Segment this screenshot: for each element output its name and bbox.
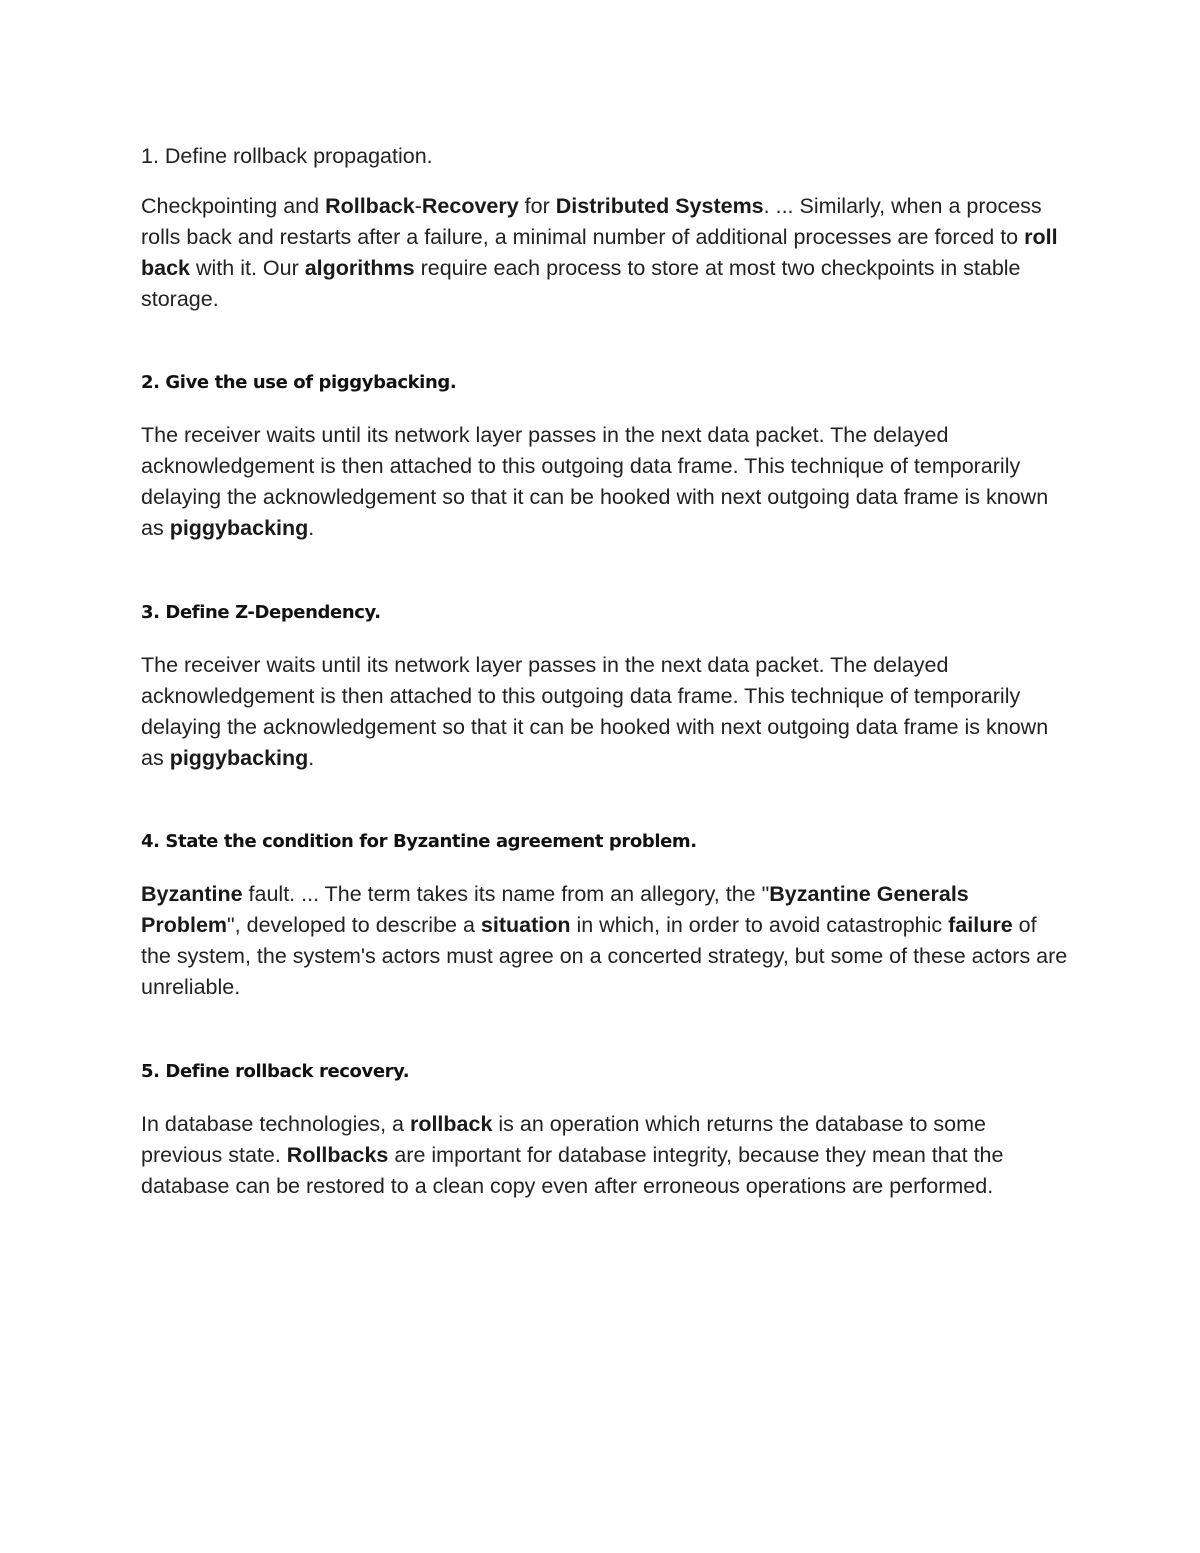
answer-text: Checkpointing and (141, 194, 326, 218)
question-3-title: 3. Define Z-Dependency. (141, 602, 381, 623)
answer-text: The receiver waits until its network layer passes in the next data packet. The delayed acknowledgement is then attached to this outgoing data frame. This technique of temporarily delaying the acknowledgement so that it can be hooked with next outgoing data frame is known as (141, 423, 1049, 540)
answer-text: . (308, 746, 315, 770)
question-1-title: 1. Define rollback propagation. (141, 144, 433, 168)
question-4-title: 4. State the condition for Byzantine agreement problem. (141, 831, 697, 852)
question-2-answer (141, 420, 1071, 544)
question-5-answer (141, 1109, 1071, 1202)
bold-term: Distributed Systems (555, 194, 764, 218)
answer-text: for (518, 194, 556, 218)
answer-text: - (414, 194, 422, 218)
bold-term: Byzantine (141, 882, 243, 906)
bold-term: rollback (409, 1112, 493, 1136)
bold-term: algorithms (304, 256, 415, 280)
answer-text: require each process to store at most two checkpoints in stable storage. (141, 256, 1021, 311)
answer-text: The receiver waits until its network layer passes in the next data packet. The delayed acknowledgement is then attached to this outgoing data frame. This technique of temporarily delaying the acknowledgement so that it can be hooked with next outgoing data frame is known as (141, 653, 1049, 770)
bold-term: Recovery (421, 194, 519, 218)
bold-term: Byzantine Generals Problem (141, 882, 969, 937)
answer-text: ", developed to describe a (227, 913, 481, 937)
bold-term: roll back (141, 225, 1058, 280)
answer-text: In database technologies, a (141, 1112, 410, 1136)
question-3-answer (141, 650, 1071, 774)
question-4-answer (141, 879, 1071, 1003)
bold-term: Rollbacks (286, 1143, 389, 1167)
bold-term: piggybacking (169, 516, 309, 540)
answer-text: . ... Similarly, when a process rolls back and restarts after a failure, a minimal number of additional processes are forced to (141, 194, 1042, 249)
answer-text: in which, in order to avoid catastrophic (570, 913, 949, 937)
answer-text: are important for database integrity, because they mean that the database can be restored to a clean copy even after erroneous operations are performed. (141, 1143, 1004, 1198)
answer-text: fault. ... The term takes its name from an allegory, the " (242, 882, 770, 906)
question-5-title: 5. Define rollback recovery. (141, 1061, 410, 1082)
question-2-title: 2. Give the use of piggybacking. (141, 372, 457, 393)
question-1-answer (141, 191, 1071, 315)
answer-text: is an operation which returns the database to some previous state. (141, 1112, 987, 1167)
answer-text: of the system, the system's actors must agree on a concerted strategy, but some of these actors are unreliable. (141, 913, 1068, 999)
answer-text: . (308, 516, 315, 540)
bold-term: piggybacking (169, 746, 309, 770)
answer-text: with it. Our (190, 256, 305, 280)
bold-term: failure (948, 913, 1013, 937)
bold-term: Rollback (325, 194, 415, 218)
bold-term: situation (480, 913, 571, 937)
